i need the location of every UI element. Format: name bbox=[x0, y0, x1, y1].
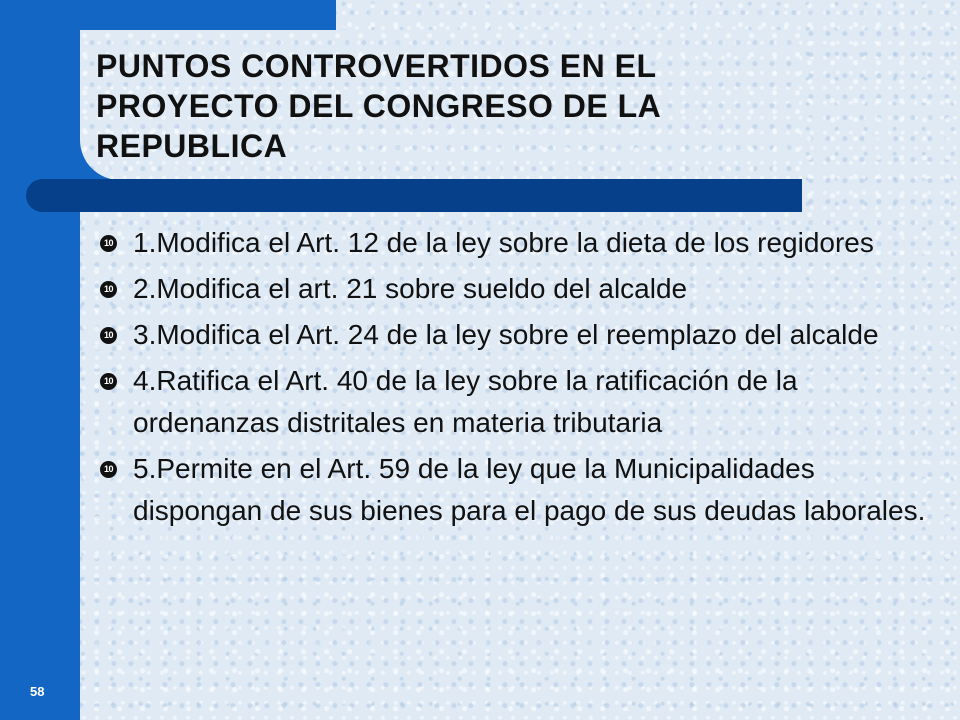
list-item bbox=[96, 314, 936, 356]
circled-number-ten-icon: 10 bbox=[100, 461, 117, 478]
bullet-text: 4.Ratifica el Art. 40 de la ley sobre la ratificación de la ordenanzas distritales en materia tributaria bbox=[133, 365, 798, 438]
slide-title: PUNTOS CONTROVERTIDOS EN EL PROYECTO DEL CONGRESO DE LA REPUBLICA bbox=[96, 48, 661, 164]
circled-number-ten-icon: 10 bbox=[100, 235, 117, 252]
list-item bbox=[96, 448, 936, 532]
bullet-text: 5.Permite en el Art. 59 de la ley que la Municipalidades dispongan de sus bienes para el pago de sus deudas laborales. bbox=[133, 453, 926, 526]
bullet-text: 3.Modifica el Art. 24 de la ley sobre el reemplazo del alcalde bbox=[133, 319, 879, 350]
list-item bbox=[96, 222, 936, 264]
page-number: 58 bbox=[30, 684, 45, 699]
circled-number-ten-icon: 10 bbox=[100, 281, 117, 298]
circled-number-ten-icon: 10 bbox=[100, 327, 117, 344]
title-divider-bar bbox=[26, 179, 802, 212]
list-item bbox=[96, 268, 936, 310]
left-accent-strip bbox=[0, 0, 80, 720]
bullet-text: 2.Modifica el art. 21 sobre sueldo del alcalde bbox=[133, 273, 688, 304]
bullet-text: 1.Modifica el Art. 12 de la ley sobre la dieta de los regidores bbox=[133, 227, 874, 258]
circled-number-ten-icon: 10 bbox=[100, 373, 117, 390]
list-item bbox=[96, 360, 936, 444]
bullet-list bbox=[96, 222, 936, 536]
